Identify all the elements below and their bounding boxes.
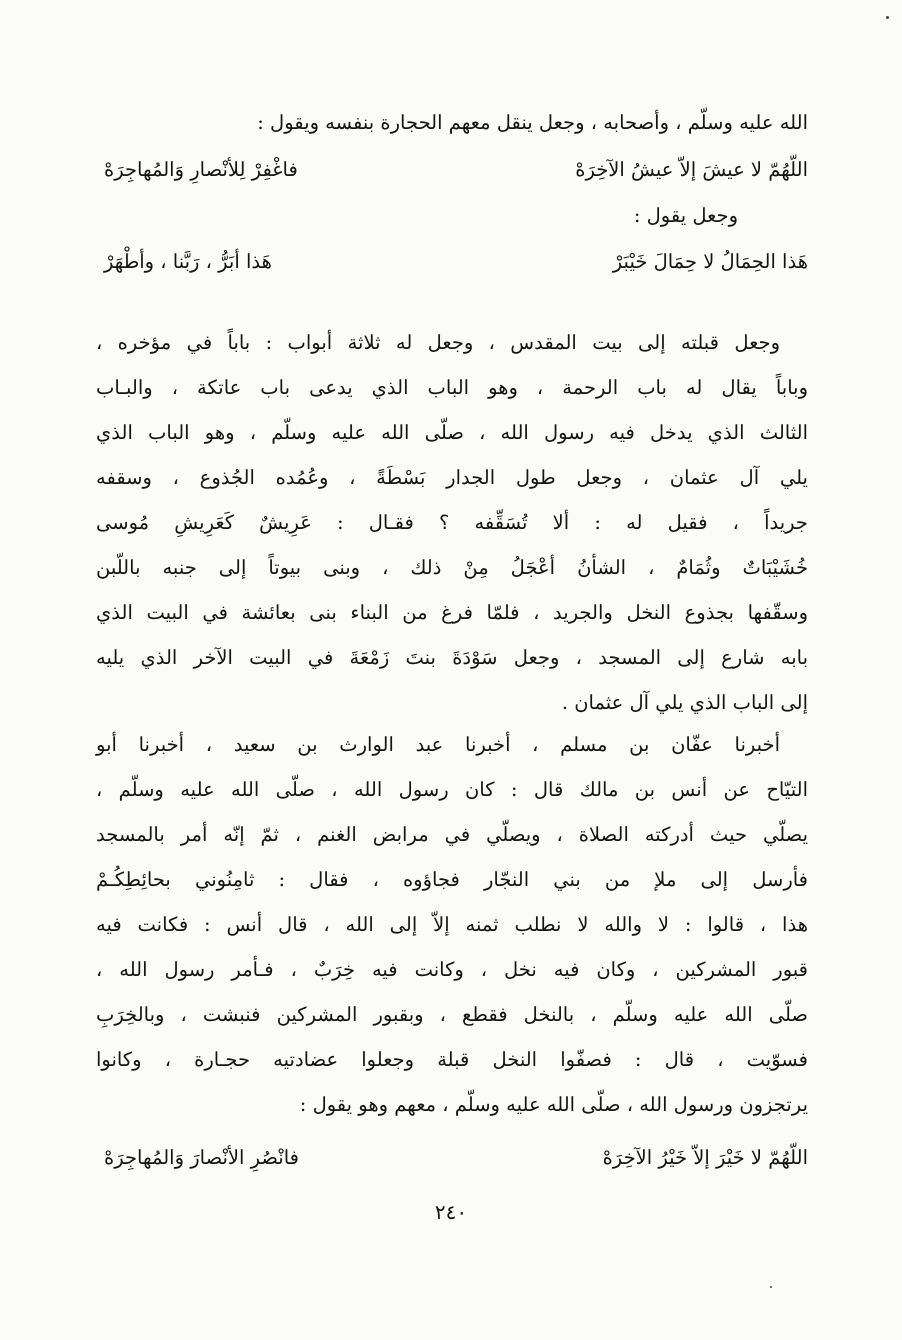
print-speck [770, 1286, 772, 1288]
text-line: وجعل قبلته إلى بيت المقدس ، وجعل له ثلاثة أبواب : باباً في مؤخره ، [96, 331, 780, 354]
text-line: إلى الباب الذي يلي آل عثمان . [561, 691, 808, 714]
text-line: يصلّي حيث أدركته الصلاة ، ويصلّي في مرابض الغنم ، ثمّ إنّه أمر بالمسجد [96, 823, 808, 846]
page-number: ٢٤٠ [434, 1200, 468, 1224]
text-line: قبور المشركين ، وكان فيه نخل ، وكانت فيه خِرَبٌ ، فـأمر رسول الله ، [96, 958, 808, 981]
text-line: يلي آل عثمان ، وجعل طول الجدار بَسْطَةً ، وعُمُده الجُذوع ، وسقفه [96, 466, 808, 489]
verse-3-first-hemistich: اللّهُمّ لا خَيْرَ إلاّ خَيْرُ الآخِرَهْ [602, 1146, 808, 1169]
text-line: وجعل يقول : [633, 204, 738, 227]
text-line: الله عليه وسلّم ، وأصحابه ، وجعل ينقل معهم الحجارة بنفسه ويقول : [257, 111, 808, 134]
text-top [96, 100, 808, 287]
text-line: وباباً يقال له باب الرحمة ، وهو الباب الذي يدعى باب عاتكة ، والبـاب [96, 376, 808, 399]
verse-1 [96, 145, 808, 195]
verse-2 [96, 237, 808, 287]
print-speck [886, 16, 889, 19]
text-line: أخبرنا عفّان بن مسلم ، أخبرنا عبد الوارث بن سعيد ، أخبرنا أبو [96, 733, 780, 756]
text-line: فسوّيت ، قال : فصفّوا النخل قبلة وجعلوا عضادتيه حجـارة ، وكانوا [96, 1048, 808, 1071]
verse-2-second-hemistich: هَذا أبَرُّ ، رَبَّنا ، وأطْهَرْ [104, 250, 272, 273]
verse-2-first-hemistich: هَذا الحِمَالُ لا حِمَالَ خَيْبَرْ [612, 250, 808, 273]
text-line: وسقّفها بجذوع النخل والجريد ، فلمّا فرغ من البناء بنى بعائشة في البيت الذي [96, 601, 808, 624]
text-line: جريداً ، فقيل له : ألا تُسَقِّفه ؟ فقـال : عَرِيشٌ كَعَرِيشِ مُوسى [96, 511, 808, 534]
text-line: التيّاح عن أنس بن مالك قال : كان رسول الله ، صلّى الله عليه وسلّم ، [96, 778, 808, 801]
verse-3 [96, 1133, 808, 1183]
verse-1-first-hemistich: اللّهُمّ لا عيشَ إلاّ عيشُ الآخِرَهْ [575, 158, 808, 181]
paragraph-mosque-qibla [96, 320, 808, 725]
verse-1-second-hemistich: فاغْفِرْ لِلأنْصارِ وَالمُهاجِرَهْ [104, 158, 298, 181]
text-line: فأرسل إلى ملإ من بني النجّار فجاؤوه ، فقال : ثامِنُوني بحائِطِكُـمْ [96, 868, 808, 891]
verse-3-second-hemistich: فانْصُرِ الأنْصارَ وَالمُهاجِرَهْ [104, 1146, 299, 1169]
text-line: هذا ، قالوا : لا والله لا نطلب ثمنه إلاّ إلى الله ، قال أنس : فكانت فيه [96, 913, 808, 936]
text-line: خُشَيْبَاتٌ وثُمَامٌ ، الشأنُ أعْجَلُ مِنْ ذلك ، وبنى بيوتاً إلى جنبه باللّبن [96, 556, 808, 579]
text-line: صلّى الله عليه وسلّم ، بالنخل فقطع ، وبقبور المشركين فنبشت ، وبالخِرَبِ [96, 1003, 808, 1026]
text-line: الثالث الذي يدخل فيه رسول الله ، صلّى الله عليه وسلّم ، وهو الباب الذي [96, 421, 808, 444]
text-line: يرتجزون ورسول الله ، صلّى الله عليه وسلّم ، معهم وهو يقول : [299, 1093, 808, 1116]
paragraph-hadith-anas [96, 722, 808, 1183]
text-line: بابه شارع إلى المسجد ، وجعل سَوْدَةَ بنتَ زَمْعَةَ في البيت الآخر الذي يليه [96, 646, 808, 669]
